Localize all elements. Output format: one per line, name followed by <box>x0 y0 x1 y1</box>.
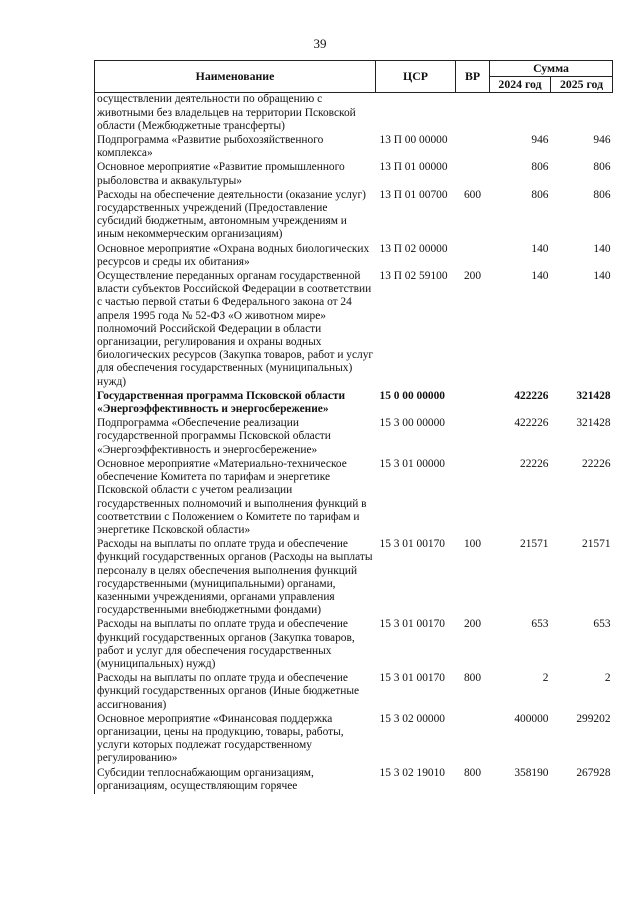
budget-table-container <box>94 60 612 899</box>
row-vr-cell: 800 <box>463 672 482 685</box>
row-vr-cell <box>456 134 490 161</box>
row-sum-2025-cell: 321428 <box>576 417 611 430</box>
row-sum-2025-cell: 806 <box>593 188 611 201</box>
row-sum-2024-cell: 22226 <box>520 457 549 470</box>
row-csr-cell: 13 П 01 00000 <box>379 161 448 174</box>
table-row <box>95 134 613 161</box>
row-csr-cell: 15 3 02 00000 <box>379 712 445 725</box>
row-sum-2025-cell: 21571 <box>582 538 611 551</box>
row-vr-cell <box>456 713 490 767</box>
row-name-cell: Расходы на выплаты по оплате труда и обеспечение функций государственных органов (Иные бюджетные ассигнования) <box>97 672 360 711</box>
row-csr-cell: 15 0 00 00000 <box>379 389 445 402</box>
row-vr-cell: 800 <box>463 766 482 779</box>
table-row <box>95 270 613 390</box>
row-name-cell: Расходы на обеспечение деятельности (оказание услуг) государственных учреждений (Предоставление субсидий бюджетным, автономным учреждениям и иным некоммерческим организациям) <box>97 188 366 241</box>
table-row <box>95 458 613 538</box>
budget-table <box>94 60 613 794</box>
row-name-cell: осуществлении деятельности по обращению с животными без владельцев на территории Псковской области (Межбюджетные трансферты) <box>97 93 356 132</box>
header-name: Наименование <box>95 61 376 93</box>
table-row <box>95 161 613 188</box>
page-number: 39 <box>313 36 327 51</box>
row-sum-2025-cell: 321428 <box>576 389 611 402</box>
row-sum-2024-cell: 140 <box>531 242 549 255</box>
row-csr-cell: 13 П 02 00000 <box>379 242 448 255</box>
header-year-2025: 2025 год <box>551 77 613 93</box>
row-csr-cell: 13 П 00 00000 <box>379 134 448 147</box>
row-vr-cell <box>456 390 490 417</box>
row-sum-2024-cell: 422226 <box>514 417 549 430</box>
row-name-cell: Осуществление переданных органам государственной власти субъектов Российской Федерации в соответствии с частью первой статьи 6 Федерального закона от 24 апреля 1995 года № 52-ФЗ «О животном мире» полномочий Российской Федерации в области организации, регулирования и охраны водных биологических ресурсов (Закупка товаров, работ и услуг для обеспечения государственных (муниципальных) нужд) <box>97 270 374 388</box>
row-sum-2025-cell: 299202 <box>576 712 611 725</box>
table-row <box>95 672 613 713</box>
row-sum-2024-cell: 140 <box>531 270 549 283</box>
row-sum-2024-cell: 400000 <box>514 712 549 725</box>
row-csr-cell: 15 3 02 19010 <box>379 766 445 779</box>
row-name-cell: Субсидии теплоснабжающим организациям, организациям, осуществляющим горячее <box>97 766 314 792</box>
row-sum-2024-cell: 806 <box>531 188 549 201</box>
row-csr-cell: 15 3 01 00170 <box>379 672 445 685</box>
header-vr: ВР <box>456 61 490 93</box>
row-sum-2024-cell: 21571 <box>520 538 549 551</box>
row-vr-cell: 600 <box>463 188 482 201</box>
table-row <box>95 189 613 243</box>
table-row <box>95 618 613 672</box>
row-sum-2025-cell: 946 <box>593 134 611 147</box>
table-row <box>95 390 613 417</box>
row-vr-cell <box>456 93 490 134</box>
row-vr-cell: 200 <box>463 270 482 283</box>
row-csr-cell: 13 П 01 00700 <box>379 188 448 201</box>
row-csr-cell: 15 3 01 00000 <box>379 457 445 470</box>
table-row <box>95 93 613 134</box>
row-vr-cell: 200 <box>463 618 482 631</box>
row-vr-cell: 100 <box>463 538 482 551</box>
header-sum: Сумма <box>490 61 613 77</box>
row-name-cell: Подпрограмма «Обеспечение реализации государственной программы Псковской области «Энергоэффективность и энергосбережение» <box>97 417 331 456</box>
row-name-cell: Расходы на выплаты по оплате труда и обеспечение функций государственных органов (Закупка товаров, работ и услуг для обеспечения государственных (муниципальных) нужд) <box>97 618 355 670</box>
header-year-2024: 2024 год <box>490 77 551 93</box>
row-sum-2024-cell: 653 <box>531 618 549 631</box>
table-header <box>95 61 613 93</box>
row-vr-cell <box>456 417 490 458</box>
row-name-cell: Основное мероприятие «Материально-техническое обеспечение Комитета по тарифам и энергетике Псковской области с учетом реализации государственных полномочий и выполнения функций в соответствии с Положением о Комитете по тарифам и энергетике Псковской области» <box>97 457 367 536</box>
row-csr-cell: 15 3 01 00170 <box>379 618 445 631</box>
row-sum-2025-cell: 22226 <box>582 457 611 470</box>
row-sum-2025-cell <box>551 93 613 134</box>
table-row <box>95 417 613 458</box>
table-row <box>95 713 613 767</box>
row-sum-2024-cell: 2 <box>542 672 549 685</box>
row-name-cell: Основное мероприятие «Финансовая поддержка организации, цены на продукцию, товары, работы, услуги которых подлежат государственному регулированию» <box>97 712 344 765</box>
row-sum-2024-cell: 806 <box>531 161 549 174</box>
row-sum-2025-cell: 2 <box>604 672 611 685</box>
row-sum-2024-cell: 946 <box>531 134 549 147</box>
row-csr-cell: 15 3 00 00000 <box>379 417 445 430</box>
row-sum-2025-cell: 267928 <box>576 766 611 779</box>
row-vr-cell <box>456 161 490 188</box>
row-csr-cell: 13 П 02 59100 <box>379 270 448 283</box>
row-sum-2025-cell: 140 <box>593 270 611 283</box>
row-name-cell: Расходы на выплаты по оплате труда и обеспечение функций государственных органов (Расходы на выплаты персоналу в целях обеспечения выполнения функций государственными (муниципальными) органами, казенными учреждениями, органами управления государственными внебюджетными фондами) <box>97 538 373 617</box>
row-vr-cell <box>456 458 490 538</box>
row-sum-2025-cell: 140 <box>593 242 611 255</box>
row-sum-2025-cell: 806 <box>593 161 611 174</box>
table-body <box>95 93 613 794</box>
table-row <box>95 767 613 794</box>
row-sum-2024-cell <box>490 93 551 134</box>
row-sum-2024-cell: 358190 <box>514 766 549 779</box>
row-name-cell: Государственная программа Псковской области «Энергоэффективность и энергосбережение» <box>97 389 346 416</box>
header-csr: ЦСР <box>376 61 456 93</box>
row-csr-cell: 15 3 01 00170 <box>379 538 445 551</box>
row-csr-cell <box>376 93 456 134</box>
table-row <box>95 538 613 618</box>
row-vr-cell <box>456 243 490 270</box>
row-name-cell: Основное мероприятие «Охрана водных биологических ресурсов и среды их обитания» <box>97 242 370 268</box>
row-sum-2025-cell: 653 <box>593 618 611 631</box>
row-sum-2024-cell: 422226 <box>514 389 549 402</box>
row-name-cell: Основное мероприятие «Развитие промышленного рыболовства и аквакультуры» <box>97 161 345 187</box>
table-row <box>95 243 613 270</box>
row-name-cell: Подпрограмма «Развитие рыбохозяйственного комплекса» <box>97 134 324 160</box>
